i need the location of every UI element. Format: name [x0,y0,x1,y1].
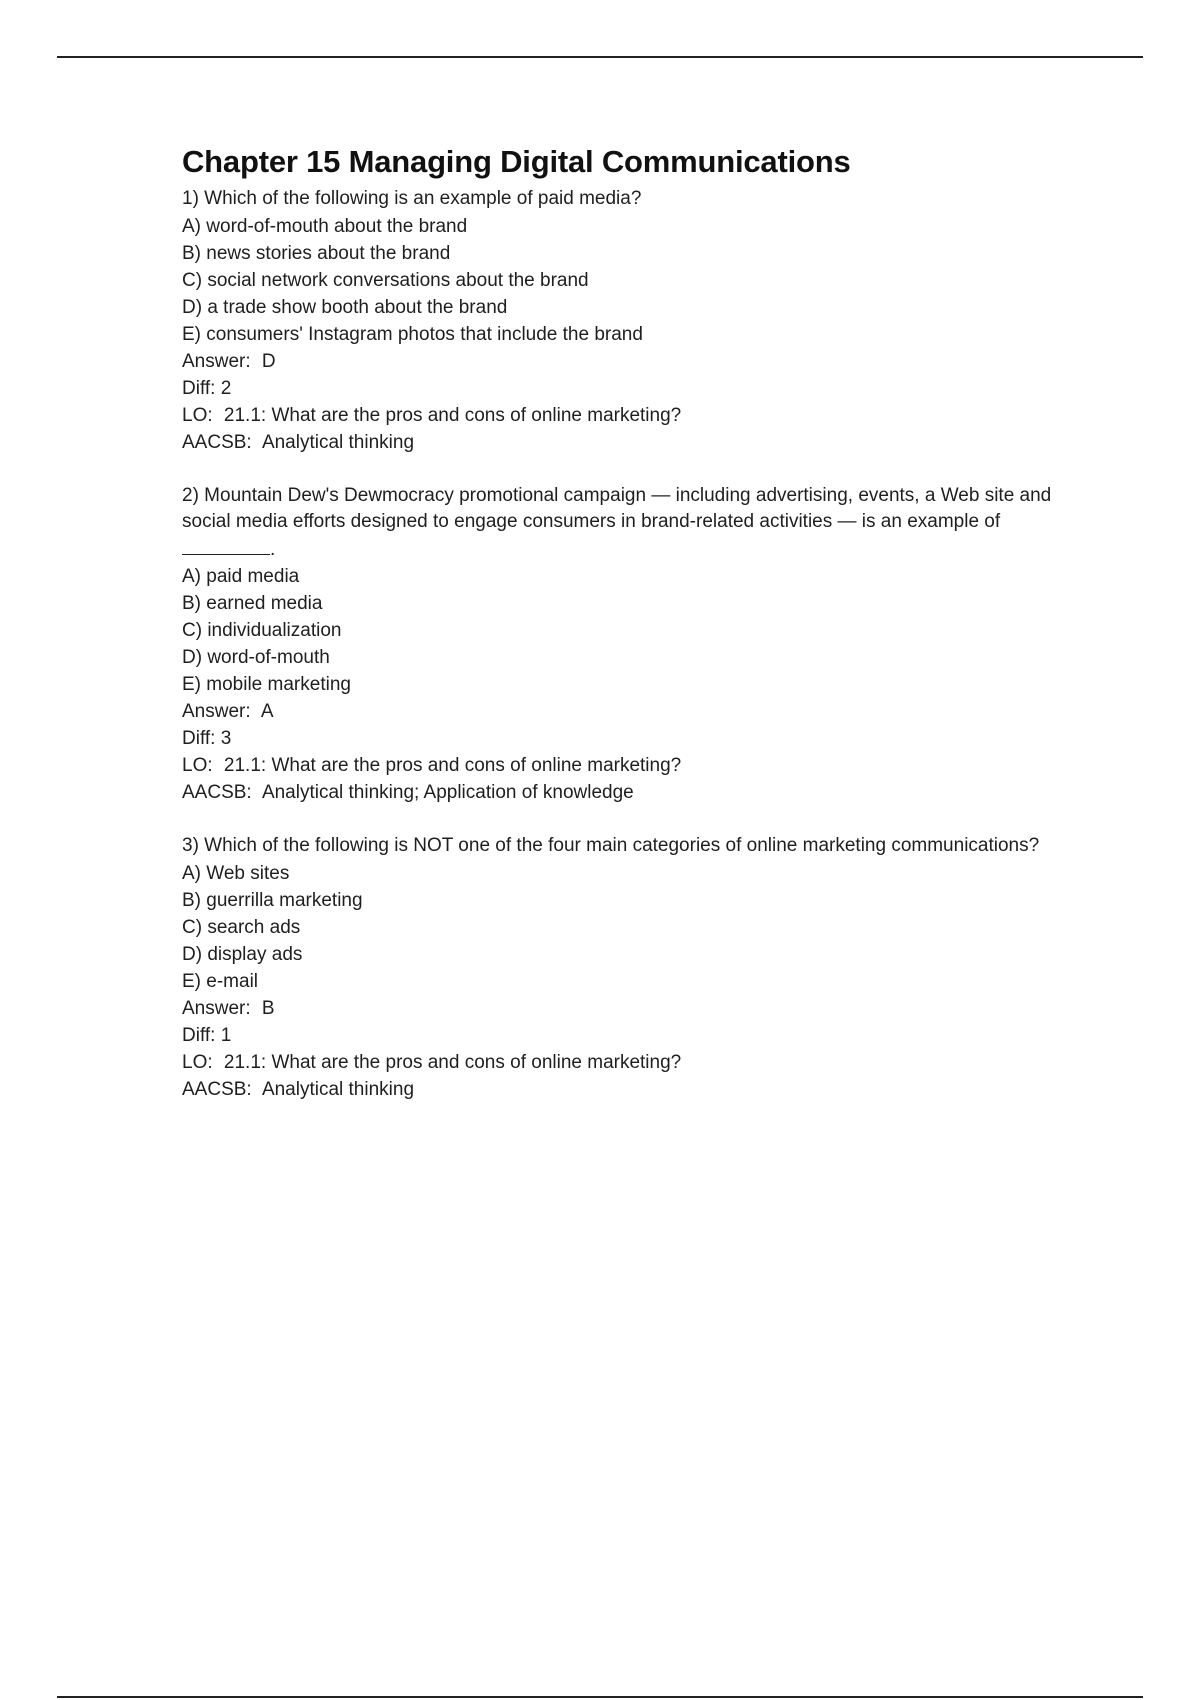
answer-line [182,348,1082,375]
aacsb-value: Analytical thinking; Application of knowledge [261,782,634,803]
option-a: A) Web sites [182,862,290,884]
aacsb-line [182,779,1082,806]
top-rule [57,56,1143,58]
aacsb-value: Analytical thinking [261,1078,415,1100]
option-e: E) mobile marketing [182,674,351,695]
option-d: D) a trade show booth about the brand [182,296,508,318]
aacsb-label: AACSB: [182,1078,252,1100]
question-stem [182,483,1082,564]
option-e: E) e-mail [182,970,259,992]
diff-label: Diff: [182,1024,216,1046]
diff-line [182,1022,1082,1049]
question-3 [182,833,1082,1103]
diff-value: 3 [220,728,232,749]
option-b: B) guerrilla marketing [182,889,363,911]
option-c: C) social network conversations about the brand [182,269,589,291]
page-title: Chapter 15 Managing Digital Communications [182,144,851,179]
question-stem: 3) Which of the following is NOT one of the four main categories of online marketing communications? [182,835,1040,856]
document-body [182,140,1082,1130]
fill-in-blank [182,536,270,555]
option-e: E) consumers' Instagram photos that include the brand [182,323,643,345]
option-a: A) paid media [182,566,300,587]
lo-value: 21.1: What are the pros and cons of online marketing? [223,404,682,426]
option-d: D) word-of-mouth [182,647,330,668]
lo-value: 21.1: What are the pros and cons of online marketing? [223,755,682,776]
question-stem: 1) Which of the following is an example of paid media? [182,188,642,209]
diff-value: 2 [220,377,232,399]
answer-line [182,698,1082,725]
answer-value: A [260,701,274,722]
question-2 [182,483,1082,807]
answer-label: Answer: [182,701,251,722]
answer-line [182,995,1082,1022]
option-d: D) display ads [182,943,303,965]
aacsb-label: AACSB: [182,431,252,453]
lo-line [182,752,1082,779]
diff-label: Diff: [182,728,216,749]
diff-value: 1 [220,1024,232,1046]
lo-label: LO: [182,755,213,776]
lo-value: 21.1: What are the pros and cons of online marketing? [223,1051,682,1073]
answer-value: D [261,350,276,372]
option-a: A) word-of-mouth about the brand [182,215,468,237]
question-stem-end: . [270,538,276,560]
lo-label: LO: [182,404,213,426]
aacsb-line [182,1076,1082,1103]
question-stem-text: 2) Mountain Dew's Dewmocracy promotional campaign — including advertising, events, a Web site and social media efforts designed to engage consumers in brand-related activities — is an example of [182,484,1052,532]
lo-line [182,1049,1082,1076]
option-b: B) news stories about the brand [182,242,451,264]
diff-line [182,375,1082,402]
option-b: B) earned media [182,593,323,614]
answer-value: B [261,997,275,1019]
option-c: C) individualization [182,620,342,641]
diff-line [182,725,1082,752]
aacsb-label: AACSB: [182,782,252,803]
answer-label: Answer: [182,350,251,372]
answer-label: Answer: [182,997,251,1019]
lo-label: LO: [182,1051,213,1073]
aacsb-value: Analytical thinking [261,431,415,453]
bottom-rule [57,1696,1143,1698]
diff-label: Diff: [182,377,216,399]
aacsb-line [182,429,1082,456]
question-1 [182,186,1082,456]
lo-line [182,402,1082,429]
option-c: C) search ads [182,916,301,938]
